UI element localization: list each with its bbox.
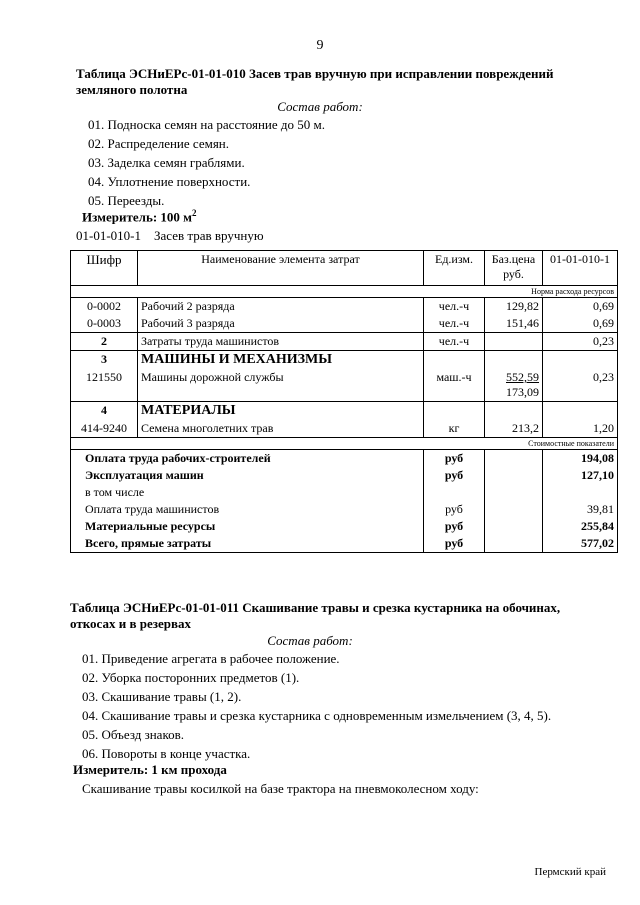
cost-row: [71, 450, 618, 468]
cost-value: 194,08: [543, 450, 618, 468]
cost-name: Оплата труда машинистов: [71, 501, 424, 518]
row-code: 0-0002: [71, 298, 138, 316]
header-code: Шифр: [71, 251, 138, 286]
header-price: Баз.цена руб.: [485, 251, 543, 286]
table2-measure: Измеритель: 1 км прохода: [73, 762, 227, 777]
row-name: Машины дорожной службы: [138, 369, 424, 402]
row-price: 129,82: [485, 298, 543, 316]
list-item: 01. Подноска семян на расстояние до 50 м.: [88, 117, 325, 132]
cost-row: [71, 518, 618, 535]
price-secondary: 173,09: [506, 385, 539, 399]
measure-sup: 2: [192, 208, 197, 218]
list-item: 03. Скашивание травы (1, 2).: [82, 689, 242, 704]
table-row: [71, 333, 618, 351]
norm-caption-row: [71, 286, 618, 298]
table-row: [71, 351, 618, 370]
row-norm: 0,69: [543, 298, 618, 316]
row-norm: [543, 351, 618, 370]
row-code: 414-9240: [71, 420, 138, 438]
cost-caption-row: [71, 438, 618, 450]
header-unit: Ед.изм.: [424, 251, 485, 286]
list-item: 06. Повороты в конце участка.: [82, 746, 251, 761]
list-item: 04. Уплотнение поверхности.: [88, 174, 251, 189]
table1-composition-heading: Состав работ:: [277, 99, 363, 114]
row-price: 151,46: [485, 315, 543, 333]
cost-name: Материальные ресурсы: [71, 518, 424, 535]
row-code: 0-0003: [71, 315, 138, 333]
table-header-row: [71, 251, 618, 286]
header-norm: 01-01-010-1: [543, 251, 618, 286]
list-item: 05. Переезды.: [88, 193, 165, 208]
row-norm: 0,69: [543, 315, 618, 333]
cost-value: 255,84: [543, 518, 618, 535]
row-price: [485, 402, 543, 421]
row-price: 213,2: [485, 420, 543, 438]
cost-name: в том числе: [71, 484, 424, 501]
list-item: 03. Заделка семян граблями.: [88, 155, 245, 170]
cost-unit: руб: [424, 467, 485, 484]
table2-steps: [82, 649, 551, 763]
cost-row: [71, 501, 618, 518]
cost-unit: руб: [424, 518, 485, 535]
list-item: 02. Распределение семян.: [88, 136, 230, 151]
cost-row: [71, 467, 618, 484]
row-unit: маш.-ч: [424, 369, 485, 402]
page-number: 9: [316, 38, 324, 53]
row-code: 2: [71, 333, 138, 351]
norm-caption: Норма расхода ресурсов: [71, 286, 618, 298]
resource-table: [70, 250, 618, 553]
row-price: [485, 351, 543, 370]
cost-value: 39,81: [543, 501, 618, 518]
list-item: 04. Скашивание травы и срезка кустарника с одновременным измельчением (3, 4, 5).: [82, 708, 552, 723]
table1-measure: [82, 208, 197, 225]
list-item: 05. Объезд знаков.: [82, 727, 185, 742]
row-name: Рабочий 2 разряда: [138, 298, 424, 316]
cost-value: 127,10: [543, 467, 618, 484]
table-row: [71, 369, 618, 402]
row-unit: чел.-ч: [424, 333, 485, 351]
table1-item-line: 01-01-010-1 Засев трав вручную: [76, 228, 264, 243]
cost-value: 577,02: [543, 535, 618, 553]
cost-value: [543, 484, 618, 501]
table1-steps: [88, 115, 325, 210]
row-unit: кг: [424, 420, 485, 438]
row-norm: 0,23: [543, 333, 618, 351]
row-price: [485, 369, 543, 402]
measure-label: Измеритель: 100 м: [82, 209, 193, 225]
cost-caption: Стоимостные показатели: [71, 438, 618, 450]
row-code: 121550: [71, 369, 138, 402]
row-unit: чел.-ч: [424, 298, 485, 316]
table2-note: Скашивание травы косилкой на базе трактора на пневмоколесном ходу:: [82, 781, 479, 796]
row-norm: [543, 402, 618, 421]
table2-composition-heading: Состав работ:: [267, 633, 353, 648]
row-code: 3: [71, 351, 138, 370]
cost-unit: руб: [424, 535, 485, 553]
cost-name: Эксплуатация машин: [71, 467, 424, 484]
table-row: [71, 402, 618, 421]
cost-unit: [424, 484, 485, 501]
row-name: Рабочий 3 разряда: [138, 315, 424, 333]
cost-unit: руб: [424, 450, 485, 468]
cost-row: [71, 484, 618, 501]
table2-title: Таблица ЭСНиЕРс-01-01-011 Скашивание травы и срезка кустарника на обочинах, откосах и в резервах: [70, 600, 561, 631]
table1-title: Таблица ЭСНиЕРс-01-01-010 Засев трав вручную при исправлении повреждений земляного полотна: [76, 66, 554, 97]
row-name: Затраты труда машинистов: [138, 333, 424, 351]
row-unit: [424, 402, 485, 421]
row-norm: 0,23: [543, 369, 618, 402]
footer-region: Пермский край: [534, 866, 606, 878]
table-row: [71, 298, 618, 316]
list-item: 02. Уборка посторонних предметов (1).: [82, 670, 300, 685]
list-item: 01. Приведение агрегата в рабочее положение.: [82, 651, 340, 666]
row-name: МАШИНЫ И МЕХАНИЗМЫ: [138, 351, 424, 370]
row-name: МАТЕРИАЛЫ: [138, 402, 424, 421]
row-name: Семена многолетних трав: [138, 420, 424, 438]
row-price: [485, 333, 543, 351]
cost-name: Всего, прямые затраты: [71, 535, 424, 553]
cost-unit: руб: [424, 501, 485, 518]
row-unit: [424, 351, 485, 370]
table-row: [71, 315, 618, 333]
table-row: [71, 420, 618, 438]
price-main: 552,59: [506, 370, 539, 384]
row-unit: чел.-ч: [424, 315, 485, 333]
row-code: 4: [71, 402, 138, 421]
cost-row: [71, 535, 618, 553]
row-norm: 1,20: [543, 420, 618, 438]
header-name: Наименование элемента затрат: [138, 251, 424, 286]
cost-name: Оплата труда рабочих-строителей: [71, 450, 424, 468]
